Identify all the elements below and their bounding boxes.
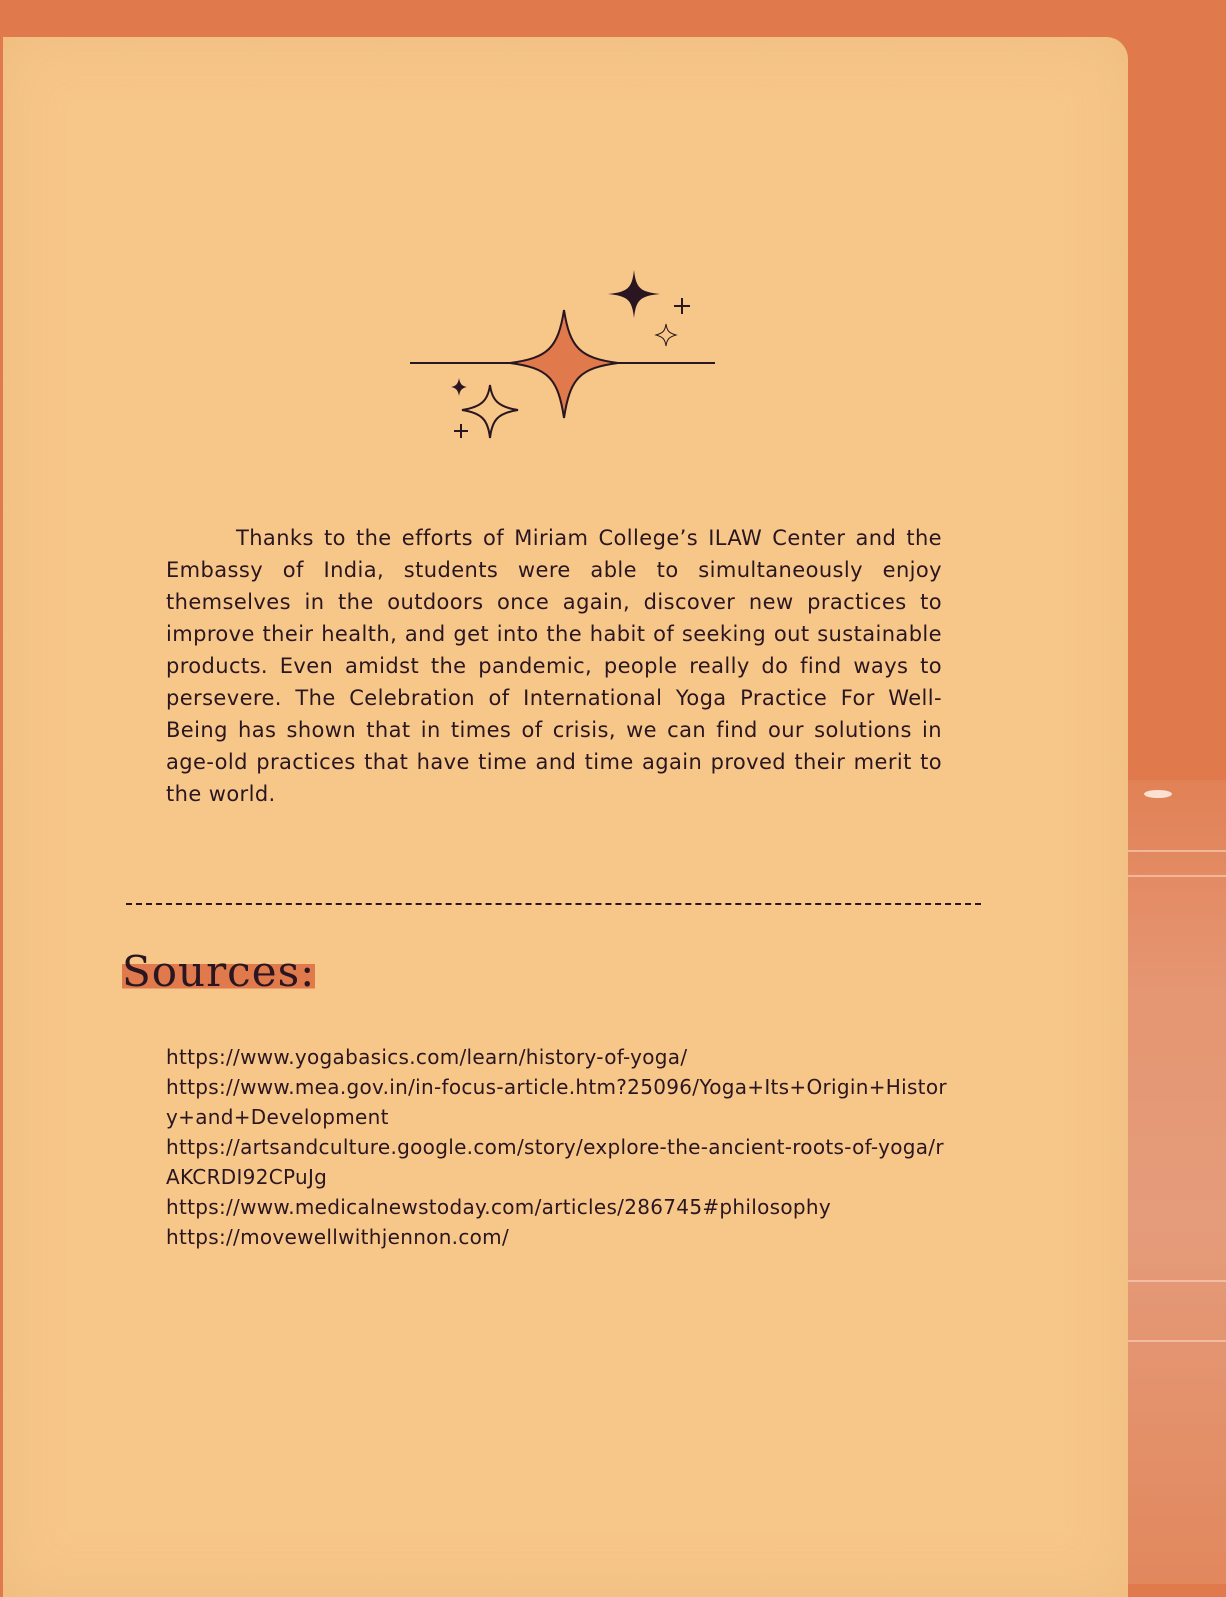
outline-star-icon	[462, 385, 518, 438]
floor-line	[1128, 1280, 1226, 1282]
truss-beam	[1128, 850, 1226, 852]
small-outline-star-icon	[656, 324, 676, 346]
dashed-divider	[126, 903, 981, 905]
article-paragraph: Thanks to the efforts of Miriam College’s ILAW Center and the Embassy of India, students were able to simultaneously enjoy themselves in the outdoors once again, discover new practices to improve their health, and get into the habit of seeking out sustainable products. Even amidst the pandemic, people really do find ways to persevere. The Celebration of International Yoga Practice For Well-Being has shown that in times of crisis, we can find our solutions in age-old practices that have time and time again proved their merit to the world.	[166, 526, 942, 806]
source-link[interactable]: https://movewellwithjennon.com/	[166, 1225, 509, 1249]
dark-star-icon	[608, 270, 660, 318]
floor-line	[1128, 1340, 1226, 1342]
large-star-icon	[510, 310, 618, 418]
plus-sparkle-icon	[674, 298, 690, 314]
truss-beam	[1128, 875, 1226, 877]
background-photo	[1128, 780, 1226, 1584]
sparkle-stars-icon	[410, 268, 720, 448]
small-dark-star-icon	[451, 378, 467, 396]
ceiling-lamp	[1144, 790, 1172, 798]
sources-list	[166, 1042, 956, 1252]
source-link[interactable]: https://www.mea.gov.in/in-focus-article.htm?25096/Yoga+Its+Origin+History+and+Development	[166, 1075, 947, 1129]
source-link[interactable]: https://www.medicalnewstoday.com/articles/286745#philosophy	[166, 1195, 831, 1219]
sources-heading: Sources:	[122, 947, 316, 996]
plus-sparkle-icon	[454, 424, 468, 438]
source-link[interactable]: https://artsandculture.google.com/story/explore-the-ancient-roots-of-yoga/rAKCRDI92CPuJg	[166, 1135, 944, 1189]
source-link[interactable]: https://www.yogabasics.com/learn/history-of-yoga/	[166, 1045, 688, 1069]
